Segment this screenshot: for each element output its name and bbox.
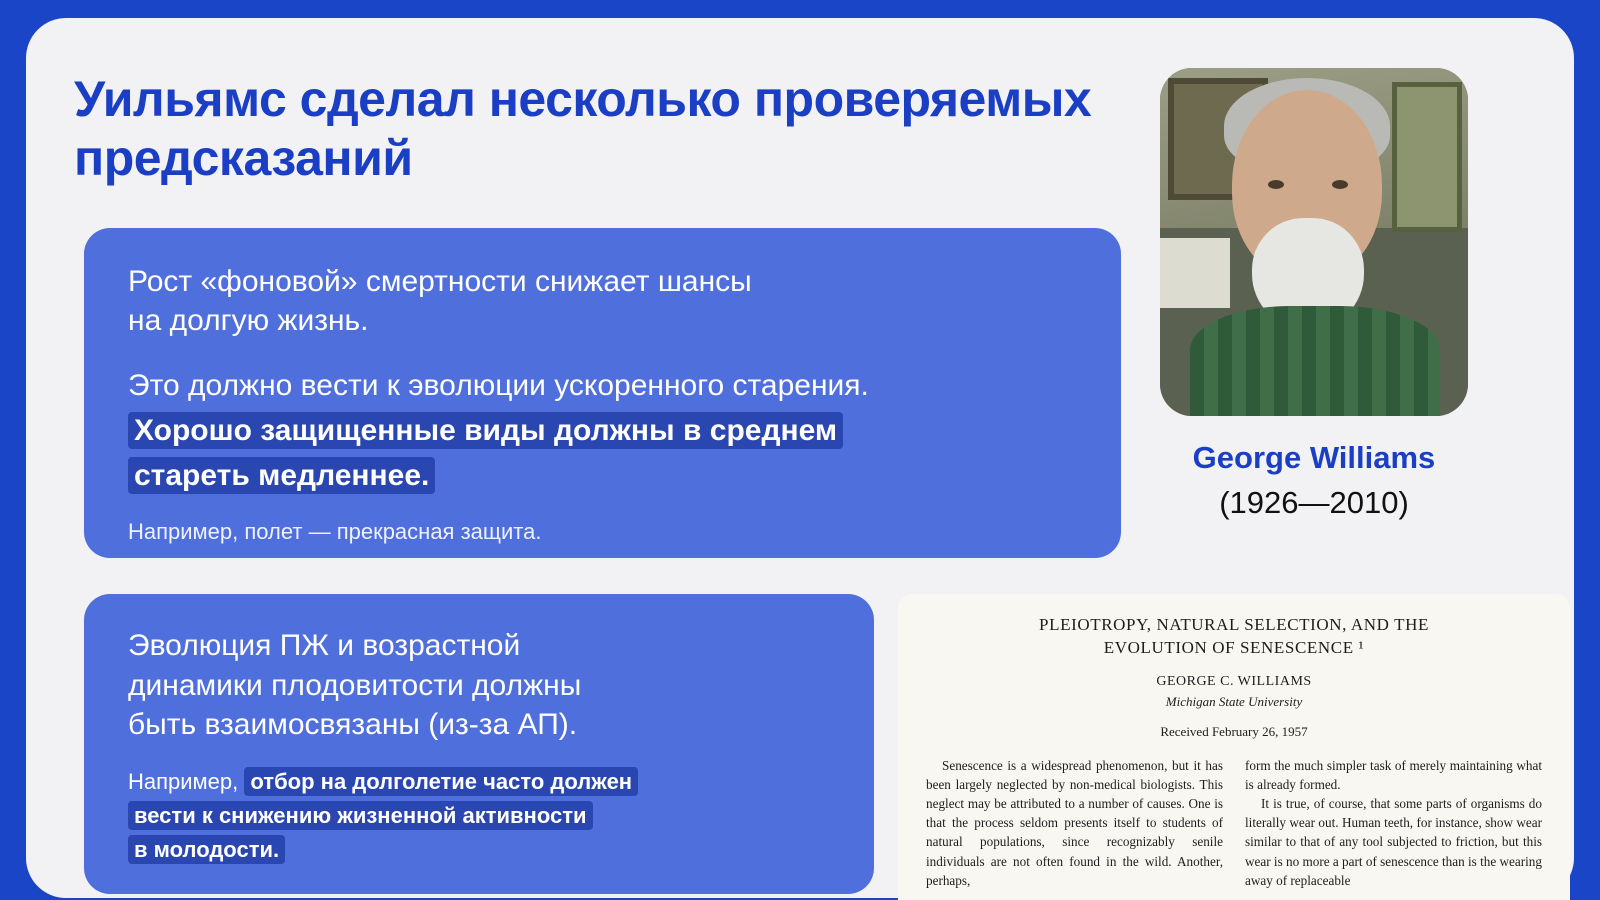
paper-title-line-2: EVOLUTION OF SENESCENCE ¹ (1103, 637, 1365, 657)
panel2-highlight-1: отбор на долголетие часто должен (244, 767, 638, 796)
portrait-photo (1160, 68, 1468, 416)
paper-column-right-p2: It is true, of course, that some parts of organisms do literally wear out. Human teeth, for instance, show wear similar to that of any tool subjected to friction, but this wear is no more a part of senescence than is the wearing away of replaceable (1245, 796, 1542, 888)
prediction-panel-2 (84, 594, 874, 894)
panel1-highlight-2: стареть медленнее. (128, 457, 435, 494)
paper-column-right-p1: form the much simpler task of merely maintaining what is already formed. (1245, 757, 1542, 793)
paper-column-left: Senescence is a widespread phenomenon, but it has been largely neglected by non-medical biologists. This neglect may be attributed to a number of causes. One is that the process seldom presents itself to students of natural populations, since recognizably senile individuals are not often found in the wild. Another, perhaps, (926, 757, 1223, 888)
panel1-highlight-1: Хорошо защищенные виды должны в среднем (128, 412, 843, 449)
panel1-highlight-row-2 (128, 456, 1077, 495)
panel1-line-1: Рост «фоновой» смертности снижает шансы (128, 265, 752, 298)
panel1-highlight-row-1 (128, 411, 1077, 450)
panel2-highlight-2: вести к снижению жизненной активности (128, 801, 593, 830)
panel1-line-2: на долгую жизнь. (128, 304, 369, 337)
paper-scan (898, 594, 1570, 900)
portrait-dates: (1926—2010) (1219, 485, 1409, 520)
panel1-line-3: Это должно вести к эволюции ускоренного старения. (128, 369, 869, 402)
panel1-spacer (128, 340, 1077, 366)
panel1-note: Например, полет — прекрасная защита. (128, 519, 542, 544)
prediction-panel-1 (84, 228, 1121, 558)
photo-eye-left (1268, 180, 1284, 189)
photo-picture-frame-secondary (1392, 82, 1462, 232)
paper-affiliation: Michigan State University (1165, 693, 1303, 709)
photo-eye-right (1332, 180, 1348, 189)
panel2-note (128, 765, 830, 867)
panel2-line-1: Эволюция ПЖ и возрастной (128, 629, 521, 662)
panel2-line-2: динамики плодовитости должны (128, 668, 582, 702)
panel2-highlight-3: в молодости. (128, 835, 285, 864)
photo-image (1160, 68, 1468, 416)
photo-wall-paper (1160, 238, 1230, 308)
panel2-line-3: быть взаимосвязаны (из-за АП). (128, 708, 578, 742)
paper-column-right (1245, 756, 1542, 890)
paper-received-date: Received February 26, 1957 (1160, 723, 1308, 739)
panel2-note-prefix: Например, (128, 768, 239, 794)
page-title: Уильямс сделал несколько проверяемых предсказаний (74, 71, 1092, 186)
paper-columns (926, 756, 1542, 890)
paper-author: GEORGE C. WILLIAMS (1156, 673, 1312, 689)
photo-shirt (1190, 306, 1440, 416)
portrait-name: George Williams (1192, 440, 1436, 475)
paper-title-line-1: PLEIOTROPY, NATURAL SELECTION, AND THE (1039, 615, 1429, 634)
